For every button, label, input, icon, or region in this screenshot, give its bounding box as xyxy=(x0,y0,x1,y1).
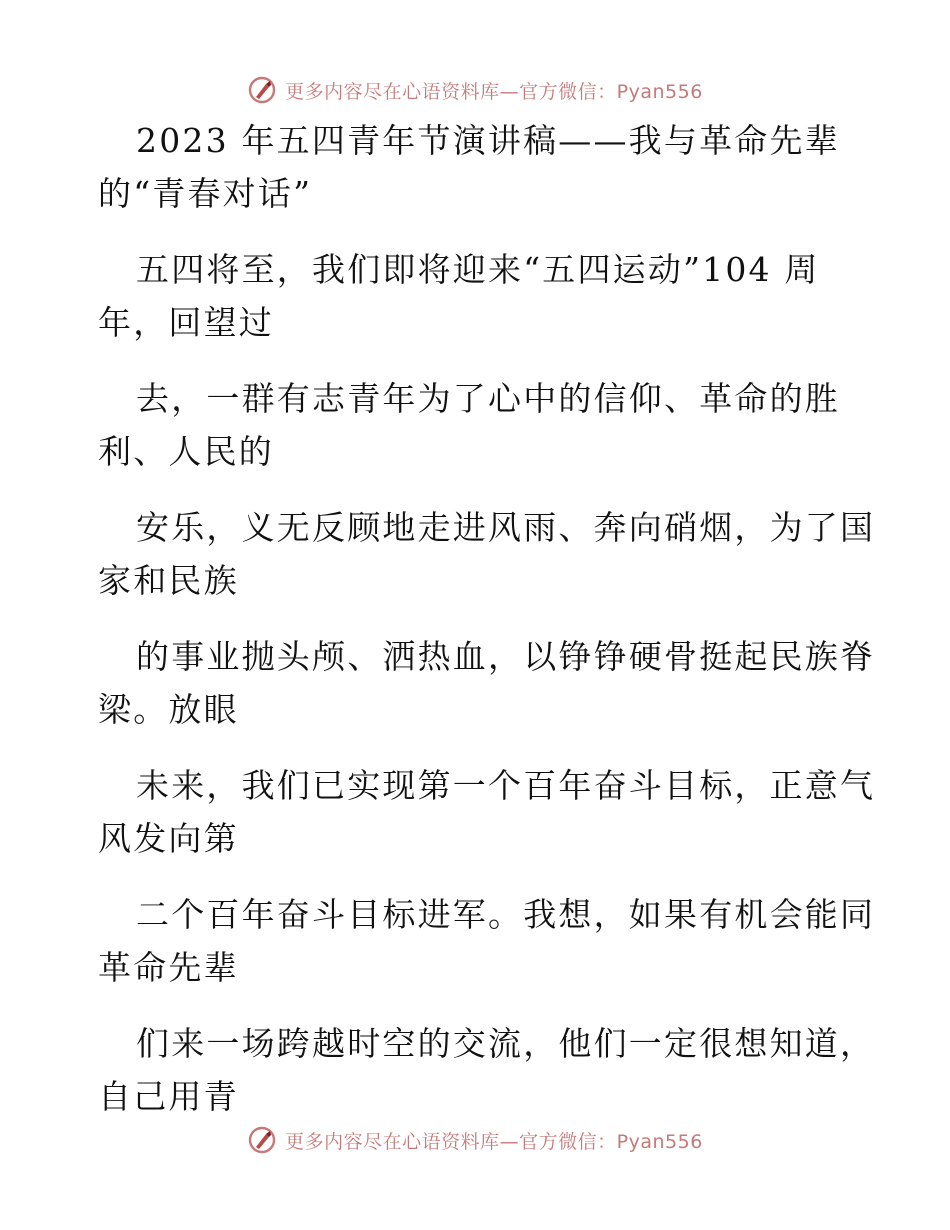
paragraph-line: 梁。放眼 xyxy=(98,690,239,729)
pen-nib-logo-icon xyxy=(247,1125,277,1155)
paragraph-line: 家和民族 xyxy=(98,561,239,600)
header-watermark xyxy=(0,70,950,110)
document-body xyxy=(98,121,878,1116)
paragraph-line: 风发向第 xyxy=(98,819,239,858)
paragraph-line: 安乐，义无反顾地走进风雨、奔向硝烟，为了国 xyxy=(136,508,876,547)
footer-watermark xyxy=(0,1120,950,1160)
paragraph-line: 革命先辈 xyxy=(98,948,239,987)
paragraph-line: 们来一场跨越时空的交流，他们一定很想知道， xyxy=(136,1024,876,1063)
watermark-text: 更多内容尽在心语资料库—官方微信：Pyan556 xyxy=(285,80,703,103)
paragraph-line: 去，一群有志青年为了心中的信仰、革命的胜 xyxy=(136,379,840,418)
paragraph-line: 二个百年奋斗目标进军。我想，如果有机会能同 xyxy=(136,895,876,934)
paragraph-line: 利、人民的 xyxy=(98,432,274,471)
paragraph-line: 自己用青 xyxy=(98,1077,239,1116)
title-line-1: 2023 年五四青年节演讲稿——我与革命先辈 xyxy=(136,121,840,160)
paragraph-line: 未来，我们已实现第一个百年奋斗目标，正意气 xyxy=(136,766,876,805)
paragraph-line: 的事业抛头颅、洒热血，以铮铮硬骨挺起民族脊 xyxy=(136,637,876,676)
title-line-2: 的“青春对话” xyxy=(98,174,313,213)
pen-nib-logo-icon xyxy=(247,75,277,105)
paragraph-line: 年，回望过 xyxy=(98,303,274,342)
watermark-text: 更多内容尽在心语资料库—官方微信：Pyan556 xyxy=(285,1130,703,1153)
paragraph-line: 五四将至，我们即将迎来“五四运动”104 周 xyxy=(136,250,820,289)
